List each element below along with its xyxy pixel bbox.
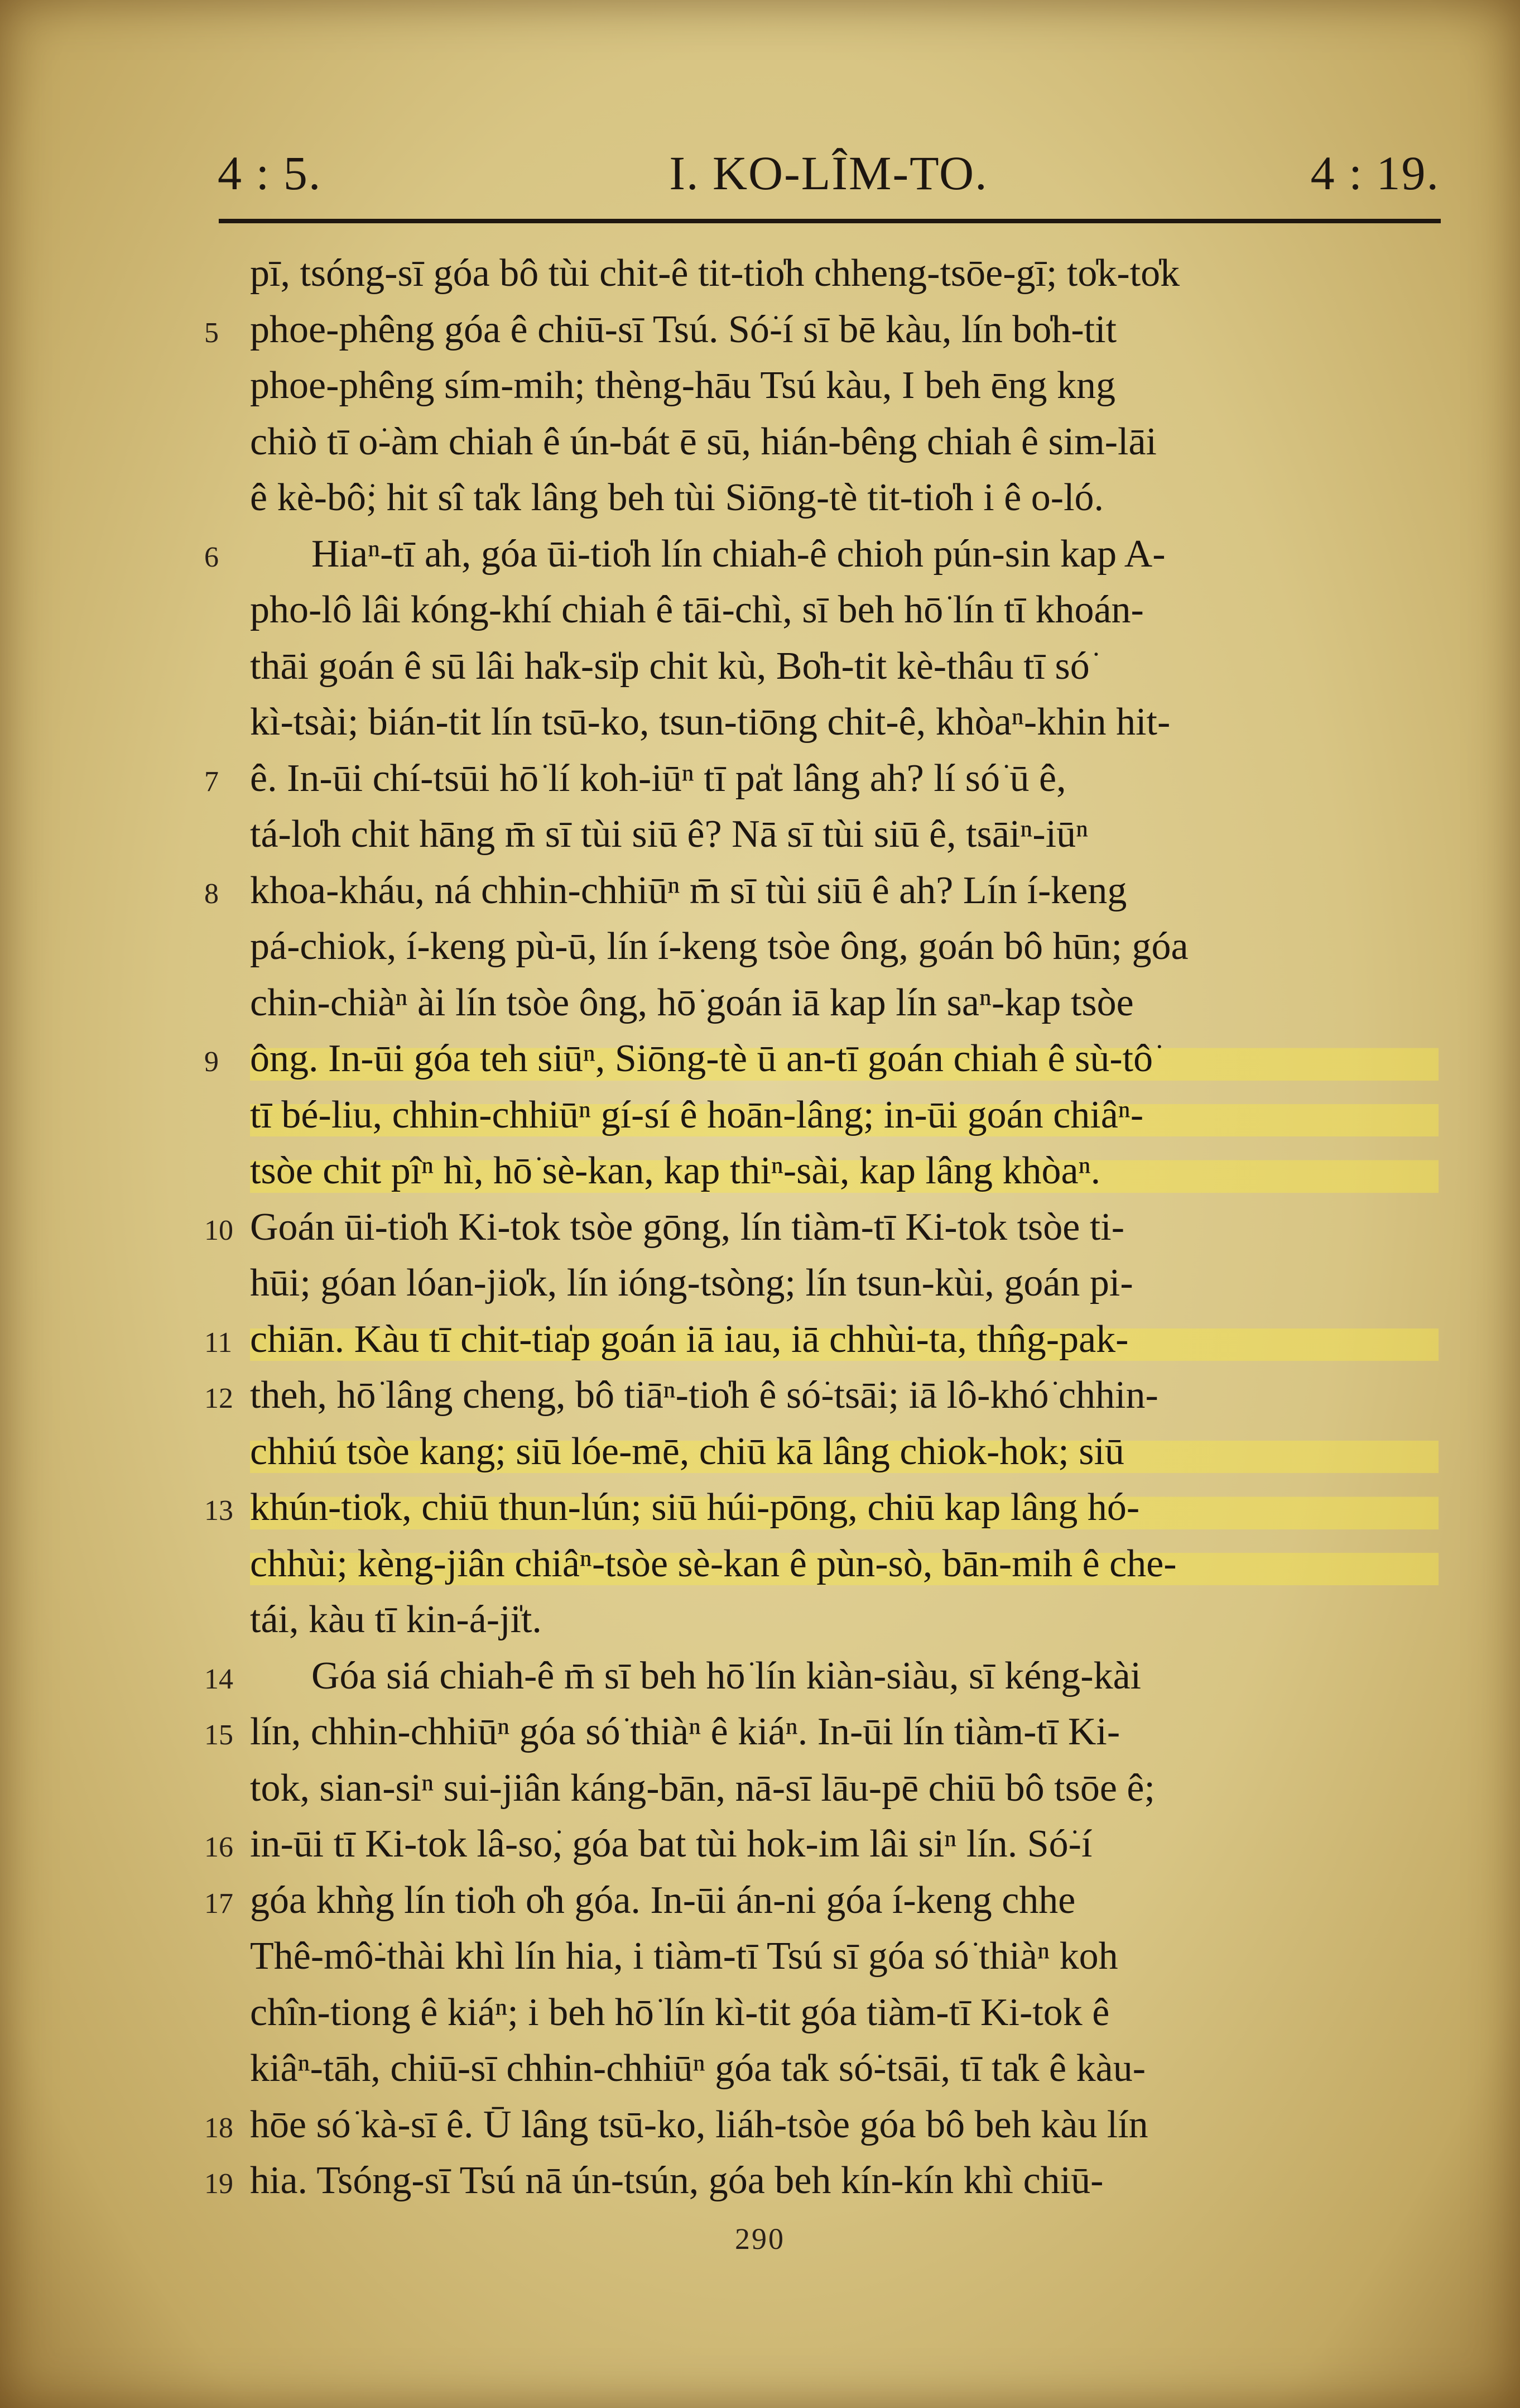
text-line xyxy=(250,1592,1439,1648)
header-chapter-start: 4 : 5. xyxy=(218,146,322,200)
line-text: tsòe chit pîⁿ hì, hō͘ sè-kan, kap thiⁿ-sài, kap lâng khòaⁿ. xyxy=(250,1143,1439,1200)
text-line xyxy=(204,2097,1439,2153)
line-text: tái, kàu tī kin-á-ji̍t. xyxy=(250,1598,542,1641)
scripture-text xyxy=(204,246,1439,2209)
text-line xyxy=(204,302,1439,358)
verse-number: 7 xyxy=(204,765,219,798)
line-text: in-ūi tī Ki-tok lâ-so͘, góa bat tùi hok-im lâi siⁿ lín. Só͘-í xyxy=(250,1822,1093,1865)
verse-number: 16 xyxy=(204,1831,233,1863)
text-line xyxy=(204,1200,1439,1256)
line-text: pá-chiok, í-keng pù-ū, lín í-keng tsòe ông, goán bô hūn; góa xyxy=(250,925,1189,968)
line-text: chhùi; kèng-jiân chiâⁿ-tsòe sè-kan ê pùn-sò, bān-mih ê che- xyxy=(250,1536,1439,1592)
text-line xyxy=(250,358,1439,414)
line-text: Thê-mô͘-thài khì lín hia, i tiàm-tī Tsú sī góa só͘ thiàⁿ koh xyxy=(250,1935,1118,1978)
verse-number: 6 xyxy=(204,541,219,573)
text-line xyxy=(250,1255,1439,1312)
line-text: tá-lo̍h chit hāng m̄ sī tùi siū ê? Nā sī tùi siū ê, tsāiⁿ-iūⁿ xyxy=(250,813,1089,856)
text-line xyxy=(204,2153,1439,2209)
line-text: Goán ūi-tio̍h Ki-tok tsòe gōng, lín tiàm-tī Ki-tok tsòe ti- xyxy=(250,1205,1125,1249)
text-line xyxy=(204,526,1439,583)
text-line xyxy=(250,807,1439,863)
text-line xyxy=(250,1985,1439,2041)
text-line xyxy=(204,863,1439,919)
line-text: ông. In-ūi góa teh siūⁿ, Siōng-tè ū an-tī goán chiah ê sù-tô͘ xyxy=(250,1031,1439,1087)
header-book-title: I. KO-LÎM-TO. xyxy=(669,146,988,200)
text-line xyxy=(204,1312,1439,1368)
text-line xyxy=(250,1143,1439,1200)
line-text: hūi; góan lóan-jio̍k, lín ióng-tsòng; lín tsun-kùi, goán pi- xyxy=(250,1261,1133,1304)
line-text: tok, sian-siⁿ sui-jiân káng-bān, nā-sī lāu-pē chiū bô tsōe ê; xyxy=(250,1766,1155,1810)
text-line xyxy=(204,1873,1439,1929)
line-text: chiān. Kàu tī chit-tia̍p goán iā iau, iā chhùi-ta, thn̂g-pak- xyxy=(250,1312,1439,1368)
line-text: kiâⁿ-tāh, chiū-sī chhin-chhiūⁿ góa ta̍k só͘-tsāi, tī ta̍k ê kàu- xyxy=(250,2047,1146,2090)
text-line xyxy=(250,582,1439,639)
text-line xyxy=(250,246,1439,302)
text-line xyxy=(204,1816,1439,1873)
text-line xyxy=(250,919,1439,975)
line-text: hōe só͘ kà-sī ê. Ū lâng tsū-ko, liáh-tsòe góa bô beh kàu lín xyxy=(250,2103,1148,2146)
verse-number: 19 xyxy=(204,2168,233,2200)
verse-number: 13 xyxy=(204,1495,233,1527)
page-number: 290 xyxy=(735,2222,785,2256)
text-line xyxy=(250,975,1439,1032)
line-text: kì-tsài; bián-tit lín tsū-ko, tsun-tiōng chit-ê, khòaⁿ-khin hit- xyxy=(250,701,1171,743)
line-text: phoe-phêng sím-mih; thèng-hāu Tsú kàu, I beh ēng kng xyxy=(250,364,1116,407)
text-line xyxy=(250,470,1439,526)
verse-number: 12 xyxy=(204,1383,233,1414)
verse-number: 11 xyxy=(204,1326,233,1359)
text-line xyxy=(204,751,1439,807)
header-rule xyxy=(219,219,1441,223)
text-line xyxy=(250,639,1439,695)
text-line xyxy=(250,1087,1439,1144)
text-line xyxy=(204,1368,1439,1424)
verse-number: 8 xyxy=(204,877,219,910)
line-text: hia. Tsóng-sī Tsú nā ún-tsún, góa beh kín-kín khì chiū- xyxy=(250,2159,1104,2202)
verse-number: 9 xyxy=(204,1046,219,1078)
text-line xyxy=(204,1480,1439,1536)
line-text: khún-tio̍k, chiū thun-lún; siū húi-pōng, chiū kap lâng hó- xyxy=(250,1480,1439,1536)
line-text: ê kè-bô͘; hit sî ta̍k lâng beh tùi Siōng-tè tit-tio̍h i ê o-ló. xyxy=(250,476,1104,519)
text-line xyxy=(204,1704,1439,1761)
line-text: theh, hō͘ lâng cheng, bô tiāⁿ-tio̍h ê só͘-tsāi; iā lô-khó͘ chhin- xyxy=(250,1374,1158,1417)
running-header xyxy=(218,142,1440,204)
line-text: chin-chiàⁿ ài lín tsòe ông, hō͘ goán iā kap lín saⁿ-kap tsòe xyxy=(250,981,1134,1024)
line-text: Hiaⁿ-tī ah, góa ūi-tio̍h lín chiah-ê chioh pún-sin kap A- xyxy=(311,532,1166,575)
verse-number: 18 xyxy=(204,2112,233,2144)
line-text: tī bé-liu, chhin-chhiūⁿ gí-sí ê hoān-lâng; in-ūi goán chiâⁿ- xyxy=(250,1087,1439,1144)
text-line xyxy=(250,1424,1439,1480)
verse-number: 5 xyxy=(204,316,219,349)
text-line xyxy=(250,1929,1439,1985)
line-text: chiò tī o͘-àm chiah ê ún-bát ē sū, hián-bêng chiah ê sim-lāi xyxy=(250,420,1157,463)
line-text: lín, chhin-chhiūⁿ góa só͘ thiàⁿ ê kiáⁿ. In-ūi lín tiàm-tī Ki- xyxy=(250,1710,1120,1753)
line-text: khoa-kháu, ná chhin-chhiūⁿ m̄ sī tùi siū ê ah? Lín í-keng xyxy=(250,869,1127,912)
text-line xyxy=(250,1761,1439,1817)
line-text: ê. In-ūi chí-tsūi hō͘ lí koh-iūⁿ tī pa̍t lâng ah? lí só͘ ū ê, xyxy=(250,756,1066,800)
line-text: phoe-phêng góa ê chiū-sī Tsú. Só͘-í sī bē kàu, lín bo̍h-tit xyxy=(250,308,1117,351)
verse-number: 10 xyxy=(204,1214,233,1246)
text-line xyxy=(250,414,1439,471)
text-line xyxy=(250,1536,1439,1592)
verse-number: 15 xyxy=(204,1719,233,1751)
line-text: Góa siá chiah-ê m̄ sī beh hō͘ lín kiàn-siàu, sī kéng-kài xyxy=(311,1654,1142,1697)
verse-number: 17 xyxy=(204,1887,233,1920)
header-chapter-end: 4 : 19. xyxy=(1310,146,1440,200)
line-text: chîn-tiong ê kiáⁿ; i beh hō͘ lín kì-tit góa tiàm-tī Ki-tok ê xyxy=(250,1990,1110,2034)
verse-number: 14 xyxy=(204,1663,233,1695)
text-line xyxy=(204,1031,1439,1087)
line-text: pī, tsóng-sī góa bô tùi chit-ê tit-tio̍h chheng-tsōe-gī; to̍k-to̍k xyxy=(250,252,1180,295)
text-line xyxy=(204,1648,1439,1705)
line-text: góa khǹg lín tio̍h o̍h góa. In-ūi án-ni góa í-keng chhe xyxy=(250,1878,1076,1922)
text-line xyxy=(250,694,1439,751)
line-text: thāi goán ê sū lâi ha̍k-si̍p chit kù, Bo̍h-tit kè-thâu tī só͘ xyxy=(250,644,1090,688)
line-text: chhiú tsòe kang; siū lóe-mē, chiū kā lâng chiok-hok; siū xyxy=(250,1424,1439,1480)
text-line xyxy=(250,2041,1439,2097)
line-text: pho-lô lâi kóng-khí chiah ê tāi-chì, sī beh hō͘ lín tī khoán- xyxy=(250,588,1144,631)
